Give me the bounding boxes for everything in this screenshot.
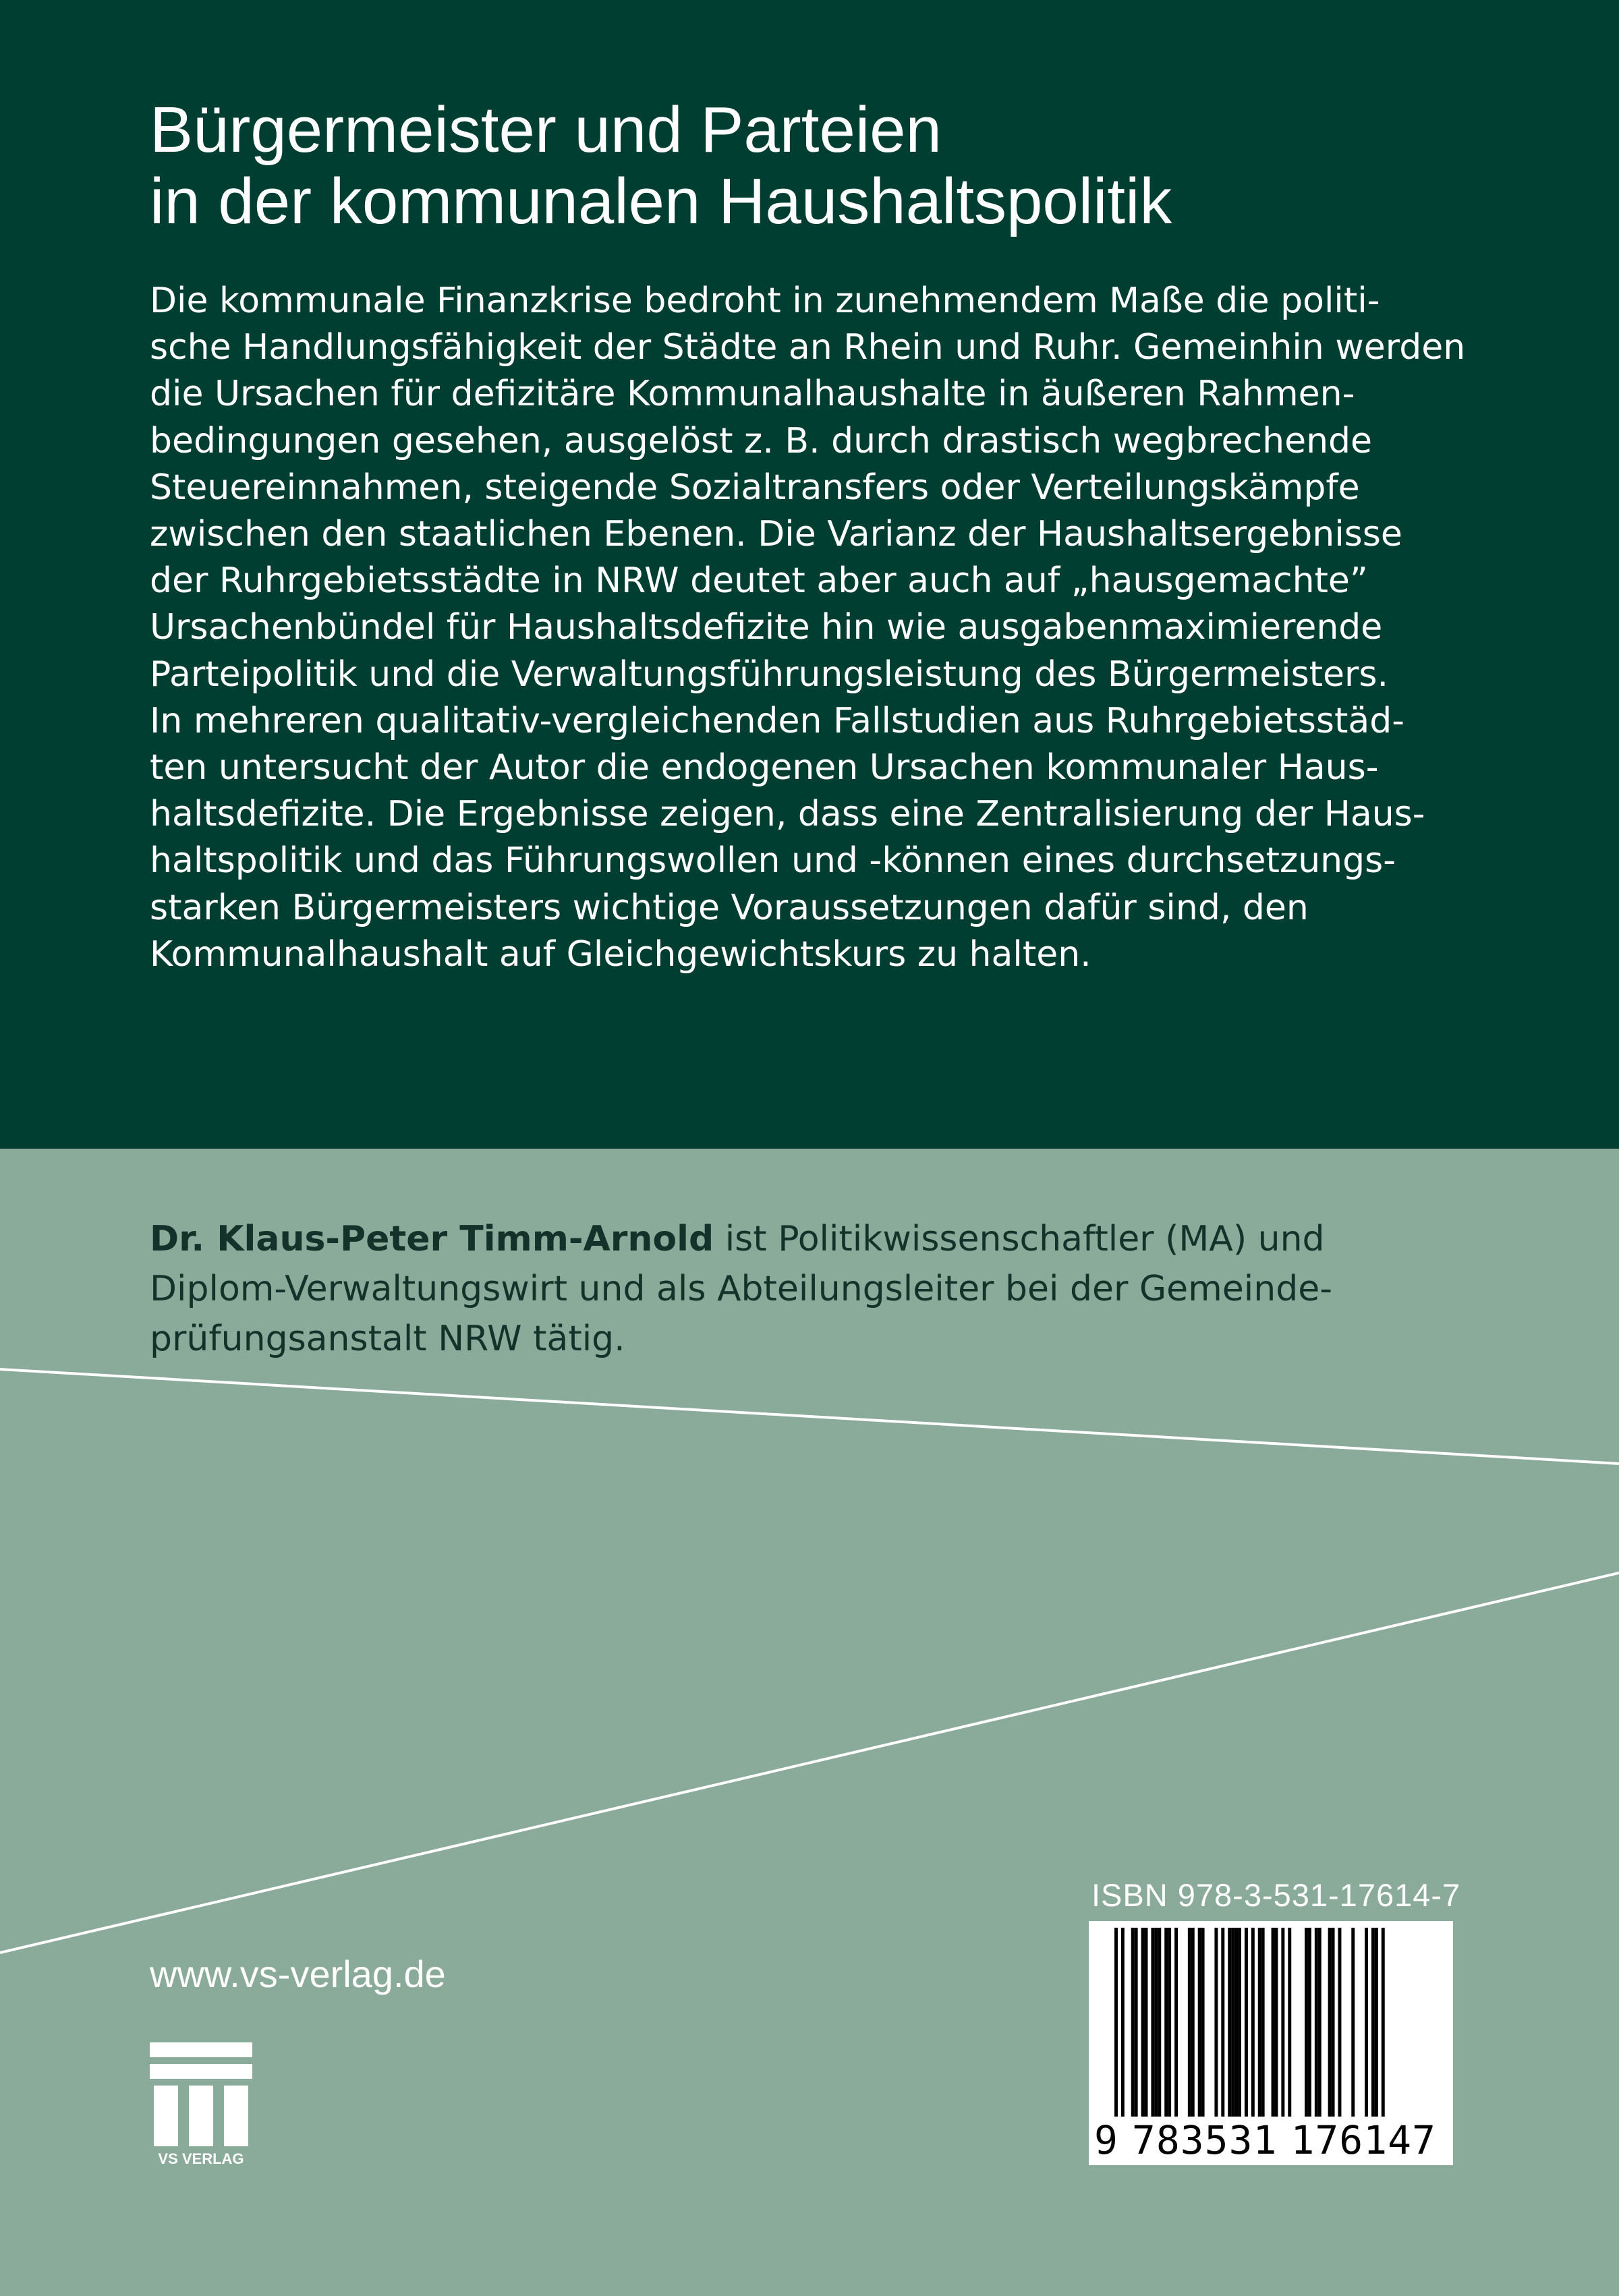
- barcode-bar: [1221, 1928, 1224, 2117]
- barcode-bar: [1135, 1928, 1138, 2117]
- barcode-bar: [1258, 1928, 1261, 2117]
- blurb-line: starken Bürgermeisters wichtige Voraussetzungen dafür sind, den: [150, 887, 1309, 928]
- barcode-bar: [1272, 1928, 1275, 2117]
- author-bio-line-3: prüfungsanstalt NRW tätig.: [150, 1319, 625, 1359]
- barcode-bar: [1198, 1928, 1201, 2117]
- barcode-digit-group-2: 176147: [1290, 2117, 1436, 2163]
- barcode: [1089, 1921, 1453, 2165]
- blurb-line: bedingungen gesehen, ausgelöst z. B. durch drastisch wegbrechende: [150, 420, 1373, 461]
- blurb-line: Die kommunale Finanzkrise bedroht in zunehmendem Maße die politi-: [150, 281, 1380, 321]
- barcode-bar: [1145, 1928, 1148, 2117]
- vs-verlag-logo-icon: [150, 2042, 252, 2150]
- barcode-bar: [1274, 1928, 1278, 2117]
- barcode-bars: [1114, 1928, 1431, 2117]
- barcode-bar: [1164, 1928, 1168, 2117]
- barcode-bar: [1281, 1928, 1284, 2117]
- author-bio-line-1-rest: ist Politikwissenschaftler (MA) und: [714, 1219, 1325, 1259]
- barcode-bar: [1191, 1928, 1195, 2117]
- barcode-bar: [1288, 1928, 1291, 2117]
- blurb-line: die Ursachen für defizitäre Kommunalhaushalte in äußeren Rahmen-: [150, 374, 1355, 415]
- blurb-line: sche Handlungsfähigkeit der Städte an Rhein und Ruhr. Gemeinhin werden: [150, 327, 1466, 368]
- barcode-bar: [1251, 1928, 1255, 2117]
- blurb-line: haltsdefizite. Die Ergebnisse zeigen, dass eine Zentralisierung der Haus-: [150, 794, 1425, 835]
- blurb-line: Kommunalhaushalt auf Gleichgewichtskurs zu halten.: [150, 934, 1091, 975]
- barcode-bar: [1151, 1928, 1154, 2117]
- barcode-bar: [1365, 1928, 1368, 2117]
- author-bio-line-2: Diplom-Verwaltungswirt und als Abteilungsleiter bei der Gemeinde-: [150, 1269, 1332, 1309]
- barcode-bar: [1231, 1928, 1234, 2117]
- barcode-bar: [1238, 1928, 1241, 2117]
- barcode-bar: [1328, 1928, 1332, 2117]
- barcode-bar: [1371, 1928, 1375, 2117]
- barcode-bar: [1121, 1928, 1125, 2117]
- barcode-bar: [1332, 1928, 1335, 2117]
- book-title-line-2: in der kommunalen Haushaltspolitik: [150, 165, 1172, 237]
- barcode-bar: [1141, 1928, 1145, 2117]
- barcode-bar: [1308, 1928, 1311, 2117]
- blurb-line: haltspolitik und das Führungswollen und -können eines durchsetzungs-: [150, 840, 1396, 882]
- blurb-text: [150, 278, 1472, 978]
- barcode-bar: [1315, 1928, 1318, 2117]
- barcode-bar: [1351, 1928, 1355, 2117]
- barcode-bar: [1375, 1928, 1378, 2117]
- barcode-bar: [1188, 1928, 1191, 2117]
- barcode-bar: [1131, 1928, 1135, 2117]
- barcode-bar: [1174, 1928, 1178, 2117]
- blurb-line: In mehreren qualitativ-vergleichenden Fallstudien aus Ruhrgebietsstäd-: [150, 700, 1404, 741]
- blurb-line: Ursachenbündel für Haushaltsdefizite hin wie ausgabenmaximierende: [150, 607, 1383, 648]
- vs-verlag-logo-text: VS VERLAG: [158, 2150, 244, 2167]
- decorative-line-upper: [0, 1369, 1619, 1464]
- barcode-bar: [1245, 1928, 1248, 2117]
- isbn-label: ISBN 978-3-531-17614-7: [1091, 1877, 1461, 1913]
- barcode-bar: [1201, 1928, 1205, 2117]
- book-title-line-1: Bürgermeister und Parteien: [150, 94, 942, 166]
- blurb-line: der Ruhrgebietsstädte in NRW deutet aber auch auf „hausgemachte”: [150, 561, 1368, 602]
- blurb-line: Parteipolitik und die Verwaltungsführungsleistung des Bürgermeisters.: [150, 654, 1389, 695]
- barcode-bar: [1338, 1928, 1341, 2117]
- author-bio-line-1: [150, 1214, 1472, 1264]
- barcode-bar: [1168, 1928, 1171, 2117]
- author-bio: [150, 1214, 1472, 1364]
- blurb-line: Steuereinnahmen, steigende Sozialtransfers oder Verteilungskämpfe: [150, 467, 1360, 508]
- blurb-line: ten untersucht der Autor die endogenen Ursachen kommunaler Haus-: [150, 747, 1379, 788]
- barcode-bar: [1214, 1928, 1218, 2117]
- barcode-bar: [1228, 1928, 1231, 2117]
- barcode-bar: [1114, 1928, 1118, 2117]
- publisher-url[interactable]: www.vs-verlag.de: [150, 1953, 446, 1995]
- barcode-bar: [1158, 1928, 1161, 2117]
- author-name: Dr. Klaus-Peter Timm-Arnold: [150, 1219, 714, 1259]
- barcode-bar: [1318, 1928, 1322, 2117]
- barcode-bar: [1382, 1928, 1385, 2117]
- barcode-bar: [1234, 1928, 1238, 2117]
- barcode-digits: [1089, 2117, 1453, 2164]
- book-title: [150, 94, 1499, 237]
- barcode-bar: [1154, 1928, 1158, 2117]
- barcode-digit-group-1: 783531: [1131, 2117, 1278, 2163]
- vs-verlag-logo: [150, 2042, 252, 2168]
- blurb-line: zwischen den staatlichen Ebenen. Die Varianz der Haushaltsergebnisse: [150, 514, 1402, 555]
- barcode-bar: [1261, 1928, 1265, 2117]
- barcode-bar: [1305, 1928, 1308, 2117]
- barcode-digit-first: 9: [1094, 2117, 1118, 2163]
